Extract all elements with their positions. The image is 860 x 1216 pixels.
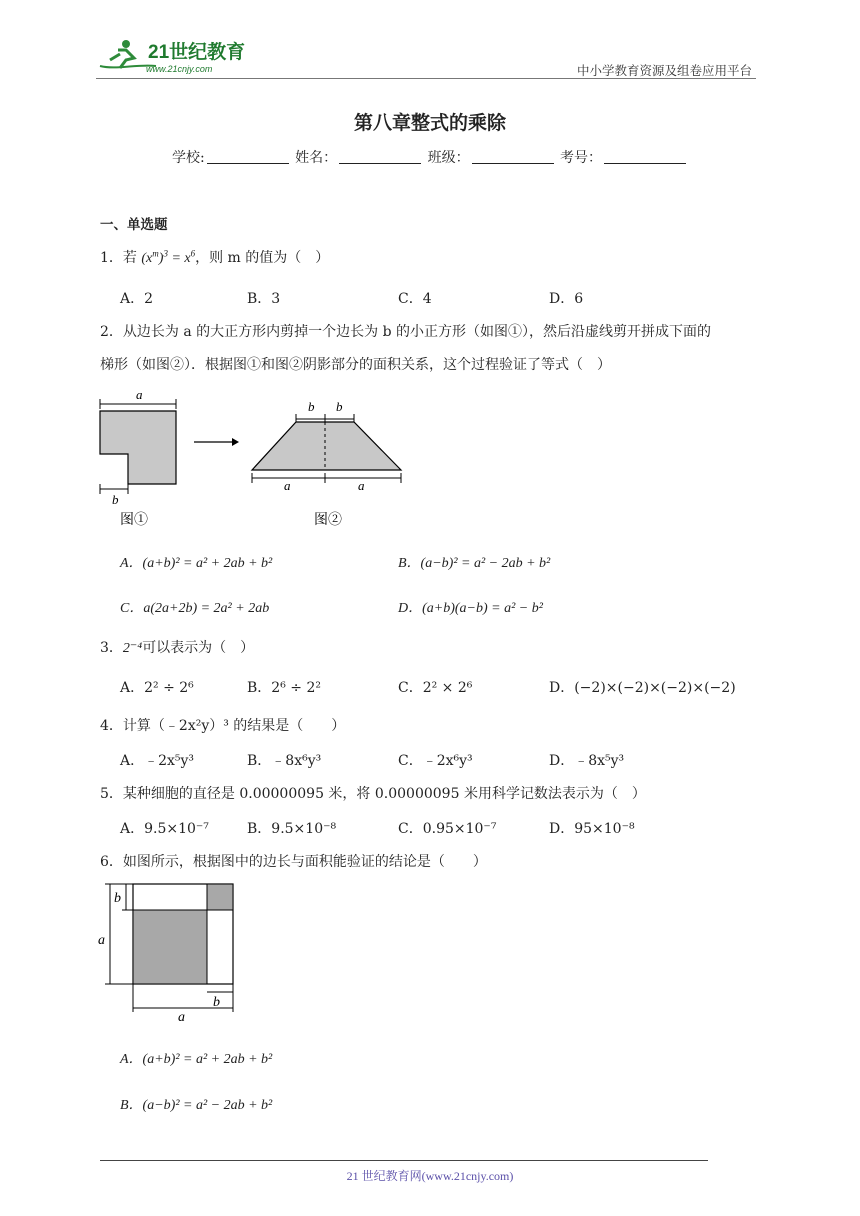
q2-option-d[interactable]: D．(a+b)(a−b) = a² − b² <box>398 601 543 616</box>
q5-option-a[interactable]: A．9.5×10⁻⁷ <box>120 821 209 837</box>
student-info-line <box>0 147 860 167</box>
q1-option-c[interactable]: C．4 <box>398 291 432 307</box>
q6-option-b[interactable]: B．(a−b)² = a² − 2ab + b² <box>120 1098 273 1113</box>
q2-option-a[interactable]: A．(a+b)² = a² + 2ab + b² <box>120 556 273 571</box>
svg-text:b: b <box>308 399 315 414</box>
question-1: 1．若 $(x^m)^3 = x^6$，则 m 的值为（ ） <box>100 248 330 266</box>
school-blank[interactable] <box>207 149 289 164</box>
q2-figure-2 <box>252 399 401 528</box>
question-5: 5．某种细胞的直径是 0.00000095 米，将 0.00000095 米用科学记数法表示为（ ） <box>100 786 646 802</box>
school-label: 学校: <box>171 150 205 166</box>
svg-text:b: b <box>112 492 119 507</box>
q2-figure-1 <box>100 387 176 528</box>
svg-text:b: b <box>213 995 220 1010</box>
question-3: 3．2⁻⁴可以表示为（ ） <box>100 640 255 656</box>
q4-option-a[interactable]: A．﹣2x⁵y³ <box>120 753 195 769</box>
question-6: 6．如图所示，根据图中的边长与面积能验证的结论是（ ） <box>100 854 487 870</box>
q2-option-b[interactable]: B．(a−b)² = a² − 2ab + b² <box>398 556 551 571</box>
q1-option-d[interactable]: D．6 <box>549 291 584 307</box>
q3-option-b[interactable]: B．2⁶ ÷ 2² <box>247 680 321 696</box>
svg-text:b: b <box>114 891 121 906</box>
page-title: 第八章整式的乘除 <box>353 112 506 134</box>
class-blank[interactable] <box>472 149 554 164</box>
q4-option-b[interactable]: B．﹣8x⁶y³ <box>247 753 322 769</box>
svg-text:a: a <box>178 1010 185 1023</box>
exam-no-blank[interactable] <box>604 149 686 164</box>
q2-figures <box>96 386 416 531</box>
section-heading: 一、单选题 <box>100 217 168 233</box>
svg-text:a: a <box>358 478 365 493</box>
class-label: 班级： <box>427 150 470 166</box>
q1-option-a[interactable]: A．2 <box>120 291 154 307</box>
q4-option-d[interactable]: D．﹣8x⁵y³ <box>549 753 625 769</box>
logo-text: 21世纪教育 <box>148 42 246 63</box>
platform-name: 中小学教育资源及组卷应用平台 <box>576 63 752 78</box>
q6-option-a[interactable]: A．(a+b)² = a² + 2ab + b² <box>120 1052 273 1067</box>
question-4: 4．计算（﹣2x²y）³ 的结果是（ ） <box>100 718 346 734</box>
q5-option-c[interactable]: C．0.95×10⁻⁷ <box>398 821 497 837</box>
q6-figure <box>96 878 246 1023</box>
name-blank[interactable] <box>339 149 421 164</box>
q1-option-b[interactable]: B．3 <box>247 291 281 307</box>
question-2-line1: 2．从边长为 a 的大正方形内剪掉一个边长为 b 的小正方形（如图①），然后沿虚线剪开拼成下面的 <box>100 324 712 340</box>
svg-text:a: a <box>98 933 105 948</box>
q2-option-c[interactable]: C．a(2a+2b) = 2a² + 2ab <box>120 601 270 616</box>
name-label: 姓名： <box>295 150 338 166</box>
q3-option-d[interactable]: D．(−2)×(−2)×(−2)×(−2) <box>549 680 736 696</box>
svg-text:b: b <box>336 399 343 414</box>
exam-no-label: 考号： <box>560 150 603 166</box>
header-divider <box>96 78 756 79</box>
footer-divider <box>100 1160 708 1161</box>
q1-formula: $(x^m)^3 = x^6$ <box>141 248 196 266</box>
logo-url: www.21cnjy.com <box>146 64 213 74</box>
fig1-caption: 图① <box>120 512 148 528</box>
svg-text:a: a <box>284 478 291 493</box>
fig2-caption: 图② <box>314 512 342 528</box>
q3-option-c[interactable]: C．2² × 2⁶ <box>398 680 473 696</box>
svg-text:a: a <box>136 387 143 402</box>
q5-option-b[interactable]: B．9.5×10⁻⁸ <box>247 821 337 837</box>
footer-text[interactable]: 21 世纪教育网(www.21cnjy.com) <box>346 1169 514 1183</box>
q4-option-c[interactable]: C．﹣2x⁶y³ <box>398 753 473 769</box>
question-2-line2: 梯形（如图②）．根据图①和图②阴影部分的面积关系，这个过程验证了等式（ ） <box>100 357 611 373</box>
site-logo <box>96 36 271 78</box>
q5-option-d[interactable]: D．95×10⁻⁸ <box>549 821 635 837</box>
q3-option-a[interactable]: A．2² ÷ 2⁶ <box>120 680 194 696</box>
